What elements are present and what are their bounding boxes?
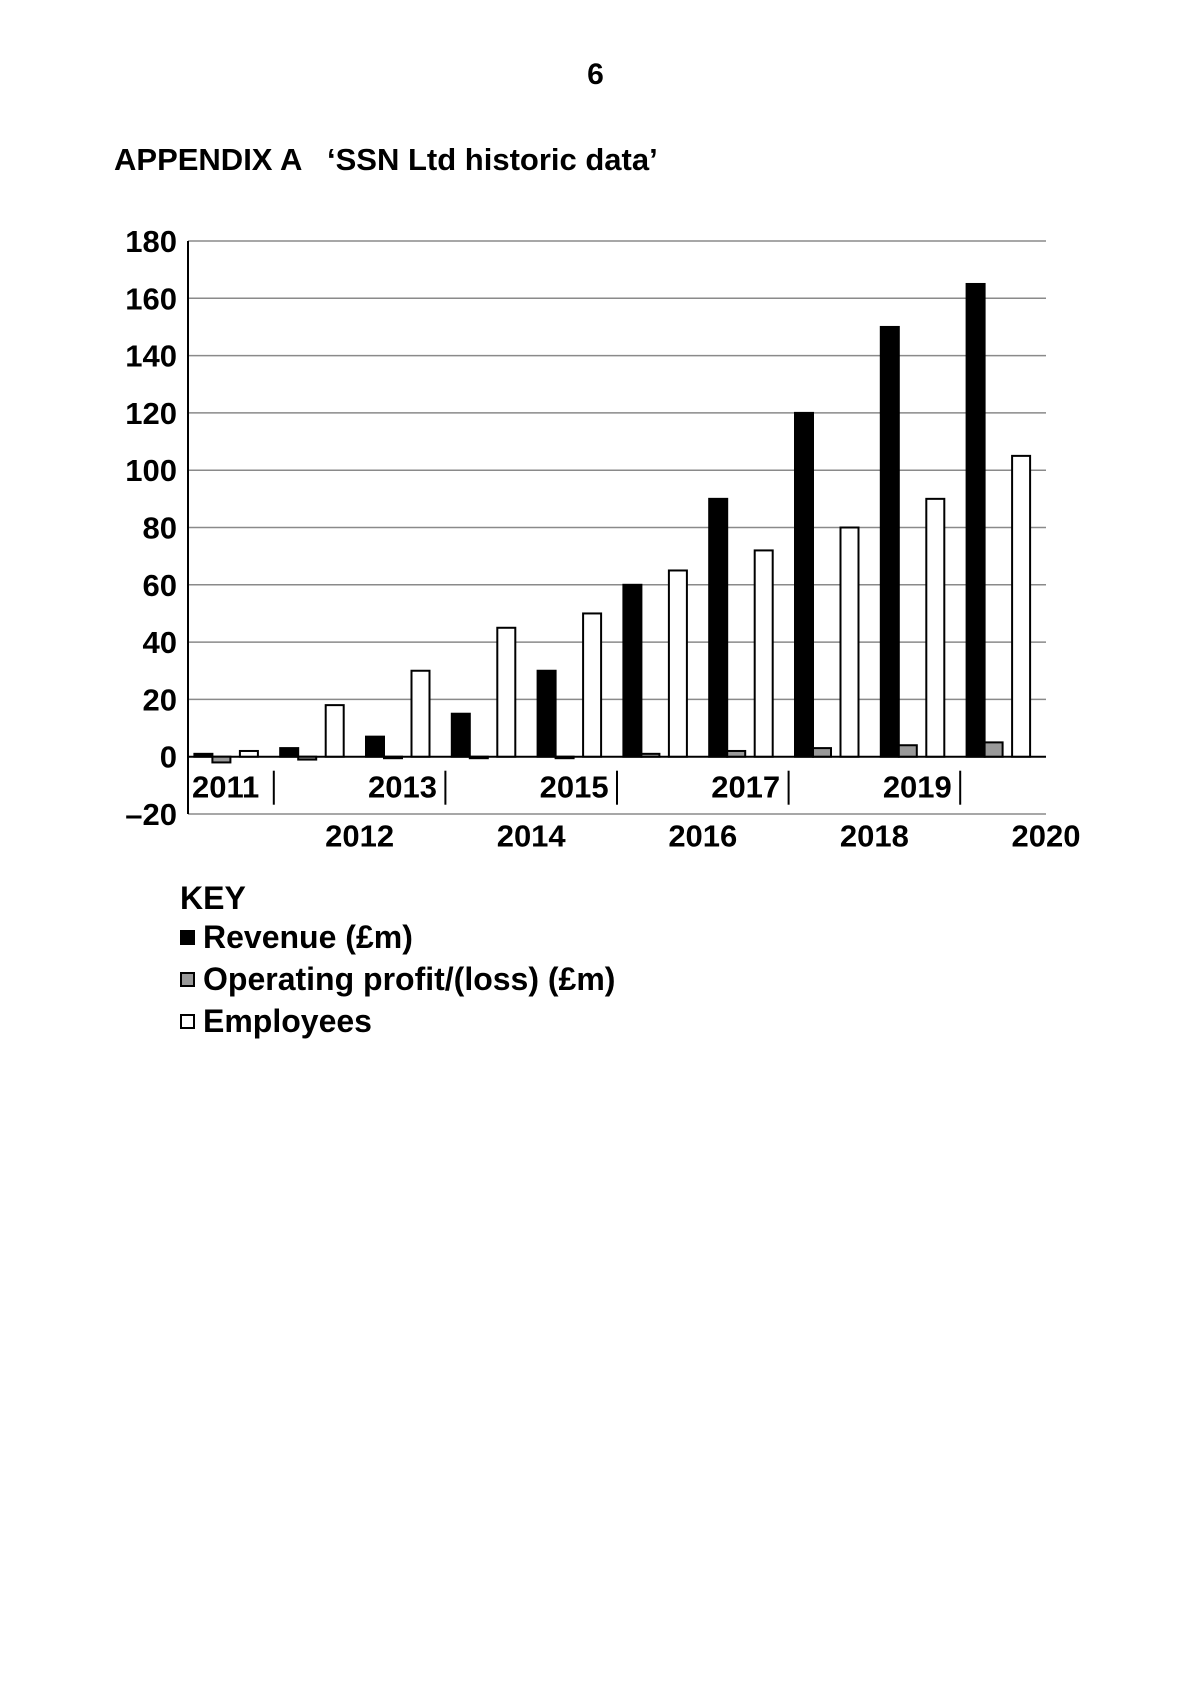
y-tick-label: 100: [125, 453, 177, 489]
y-tick-label: 80: [142, 510, 177, 546]
bar-employees-2015: [583, 613, 601, 756]
bar-revenue-2015: [538, 671, 556, 757]
x-tick-label-2015: 2015: [539, 769, 609, 805]
bar-revenue-2019: [881, 327, 899, 757]
y-tick-label: 120: [125, 395, 177, 431]
key-label-revenue: Revenue (£m): [203, 919, 413, 955]
x-tick-labels: [192, 770, 1080, 854]
bar-operating-2020: [985, 742, 1003, 756]
y-tick-label: 60: [142, 567, 177, 603]
bar-operating-2017: [727, 751, 745, 757]
key-label-employees: Employees: [203, 1003, 372, 1039]
gridlines: [188, 241, 1046, 814]
y-tick-label: 160: [125, 281, 177, 317]
chart-key: [180, 880, 615, 1042]
bar-employees-2013: [412, 671, 430, 757]
bar-operating-2018: [813, 748, 831, 757]
x-tick-label-2017: 2017: [711, 769, 781, 805]
bar-employees-2016: [669, 570, 687, 756]
key-item-employees: [180, 1000, 615, 1042]
bar-employees-2011: [240, 751, 258, 757]
bar-operating-2014: [470, 757, 488, 759]
y-tick-label: 40: [142, 625, 177, 661]
x-tick-label-2014: 2014: [496, 818, 566, 854]
appendix-title: APPENDIX A ‘SSN Ltd historic data’: [114, 142, 658, 177]
revenue-swatch: [180, 930, 195, 945]
bar-operating-2011: [212, 757, 230, 763]
bar-operating-2019: [899, 745, 917, 756]
key-item-operating-profit: [180, 958, 615, 1000]
key-item-revenue: [180, 916, 615, 958]
operating-profit-swatch: [180, 972, 195, 987]
bar-revenue-2017: [709, 499, 727, 757]
bar-revenue-2016: [623, 585, 641, 757]
bar-revenue-2014: [452, 714, 470, 757]
bar-employees-2014: [497, 628, 515, 757]
bar-revenue-2011: [194, 754, 212, 757]
bar-revenue-2020: [967, 284, 985, 757]
bar-employees-2020: [1012, 456, 1030, 757]
y-tick-label: 20: [142, 682, 177, 718]
y-tick-label: 180: [125, 224, 177, 259]
bar-employees-2012: [326, 705, 344, 757]
x-tick-label-2020: 2020: [1011, 818, 1081, 854]
bar-employees-2017: [755, 550, 773, 756]
x-tick-label-2011: 2011: [192, 769, 260, 805]
bar-revenue-2018: [795, 413, 813, 757]
y-tick-label: 0: [159, 739, 177, 775]
bar-employees-2018: [841, 528, 859, 757]
key-title: KEY: [180, 880, 246, 916]
y-tick-labels: [125, 224, 177, 832]
x-tick-label-2019: 2019: [882, 769, 952, 805]
page-number: 6: [587, 58, 604, 91]
y-tick-label: 140: [125, 338, 177, 374]
bar-revenue-2012: [280, 748, 298, 757]
x-tick-label-2018: 2018: [839, 818, 909, 854]
bar-operating-2012: [298, 757, 316, 760]
bar-operating-2015: [556, 757, 574, 759]
bar-revenue-2013: [366, 737, 384, 757]
key-label-operating-profit: Operating profit/(loss) (£m): [203, 961, 616, 997]
y-tick-label: –20: [125, 797, 177, 832]
x-tick-label-2016: 2016: [668, 818, 738, 854]
x-tick-label-2013: 2013: [368, 769, 437, 805]
bar-operating-2013: [384, 757, 402, 759]
x-tick-label-2012: 2012: [325, 818, 395, 854]
bar-employees-2019: [926, 499, 944, 757]
employees-swatch: [180, 1014, 195, 1029]
bar-operating-2016: [641, 754, 659, 757]
